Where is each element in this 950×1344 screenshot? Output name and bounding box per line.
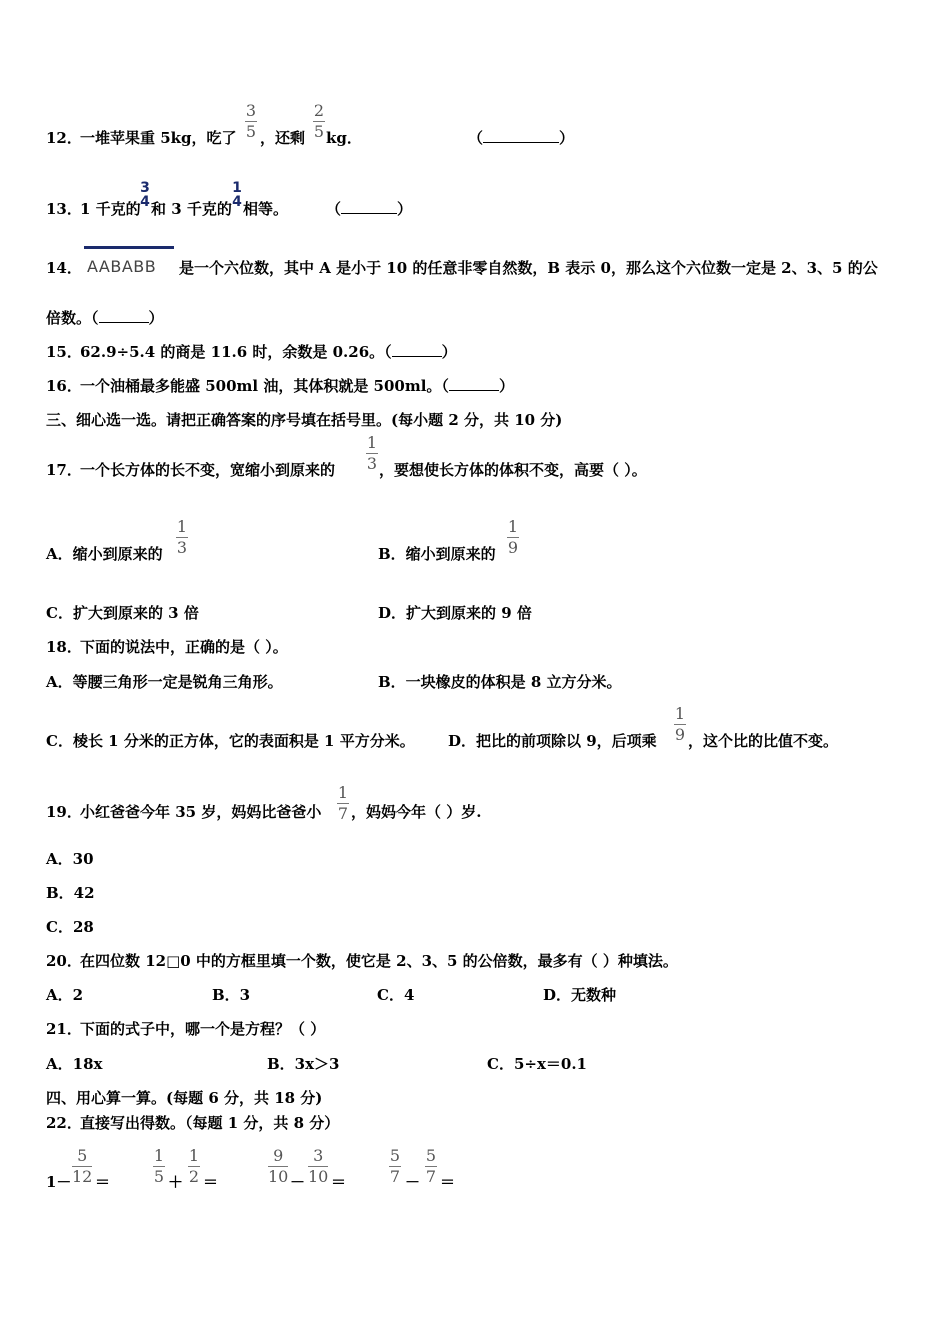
option-c[interactable]: C．5÷x＝0.1 bbox=[487, 1055, 587, 1073]
fraction: 1 2 bbox=[188, 1146, 200, 1186]
equals-sign: ＝ bbox=[331, 1173, 347, 1191]
option-c[interactable]: C．28 bbox=[46, 918, 94, 936]
option-d[interactable]: D．扩大到原来的 9 倍 bbox=[378, 604, 532, 622]
option-b[interactable]: B．一块橡皮的体积是 8 立方分米。 bbox=[378, 673, 622, 691]
answer-blank[interactable]: 62.9÷5.4 的商是 11.6 时，余数是 0.26。（ ） bbox=[80, 343, 457, 361]
option-b[interactable]: B．缩小到原来的 bbox=[378, 545, 496, 563]
answer-blank[interactable]: 一个油桶最多能盛 500ml 油，其体积就是 500ml。（ ） bbox=[80, 377, 514, 395]
option-a[interactable]: A．2 bbox=[46, 986, 84, 1004]
question-text: 一堆苹果重 5kg，吃了 bbox=[80, 129, 237, 147]
question-text: 相等。 bbox=[243, 200, 289, 218]
fraction: 1 4 bbox=[232, 180, 242, 210]
question-number: 21． bbox=[46, 1020, 82, 1038]
fraction: 9 10 bbox=[268, 1146, 289, 1186]
question-number: 20． bbox=[46, 952, 82, 970]
question-text: ，还剩 bbox=[260, 129, 306, 147]
question-text: ，要想使长方体的体积不变，高要（ ）。 bbox=[379, 461, 647, 479]
section-heading: 四、用心算一算。(每题 6 分，共 18 分) bbox=[46, 1089, 323, 1107]
answer-blank[interactable]: （ ） bbox=[326, 200, 413, 218]
operator: － bbox=[405, 1173, 421, 1191]
fraction: 1 3 bbox=[176, 517, 188, 557]
question-text: 是一个六位数，其中 A 是小于 10 的任意非零自然数，B 表示 0，那么这个六位数一定是 2、3、5 的公 bbox=[179, 259, 878, 277]
fraction: 1 5 bbox=[153, 1146, 165, 1186]
question-number: 13． bbox=[46, 200, 82, 218]
question-number: 12． bbox=[46, 129, 82, 147]
question-text: 下面的说法中，正确的是（ ）。 bbox=[80, 638, 288, 656]
fraction: 3 10 bbox=[308, 1146, 329, 1186]
question-text: ，妈妈今年（ ）岁. bbox=[351, 803, 482, 821]
fraction: 1 7 bbox=[337, 783, 349, 823]
fraction: 1 9 bbox=[507, 517, 519, 557]
operator: ＋ bbox=[168, 1173, 184, 1191]
option-a[interactable]: A．30 bbox=[46, 850, 94, 868]
question-number: 16． bbox=[46, 377, 82, 395]
question-number: 18． bbox=[46, 638, 82, 656]
fraction: 1 9 bbox=[674, 704, 686, 744]
equals-sign: ＝ bbox=[95, 1173, 111, 1191]
fraction: 5 7 bbox=[389, 1146, 401, 1186]
overline bbox=[84, 246, 174, 249]
question-text: kg． bbox=[326, 129, 362, 147]
operator: － bbox=[290, 1173, 306, 1191]
option-d[interactable]: D．无数种 bbox=[543, 986, 617, 1004]
question-text: 小红爸爸今年 35 岁，妈妈比爸爸小 bbox=[80, 803, 322, 821]
question-number: 19． bbox=[46, 803, 82, 821]
question-text: 1 千克的 bbox=[80, 200, 141, 218]
question-text: 直接写出得数。（每题 1 分，共 8 分） bbox=[80, 1114, 340, 1132]
fraction: 5 12 bbox=[72, 1146, 93, 1186]
answer-blank[interactable]: （ ） bbox=[468, 129, 575, 147]
section-heading: 三、细心选一选。请把正确答案的序号填在括号里。(每小题 2 分，共 10 分) bbox=[46, 411, 563, 429]
fraction: 2 5 bbox=[313, 101, 325, 141]
option-d[interactable]: D．把比的前项除以 9，后项乘 bbox=[448, 732, 657, 750]
option-a[interactable]: A．缩小到原来的 bbox=[46, 545, 163, 563]
fraction: 1 3 bbox=[366, 433, 378, 473]
equals-sign: ＝ bbox=[440, 1173, 456, 1191]
fraction: 3 4 bbox=[140, 180, 150, 210]
fraction: 5 7 bbox=[425, 1146, 437, 1186]
option-a[interactable]: A．18x bbox=[46, 1055, 103, 1073]
question-text: 在四位数 12□0 中的方框里填一个数，使它是 2、3、5 的公倍数，最多有（ ）种填法。 bbox=[80, 952, 678, 970]
option-a[interactable]: A．等腰三角形一定是锐角三角形。 bbox=[46, 673, 283, 691]
question-number: 22． bbox=[46, 1114, 82, 1132]
question-text: 下面的式子中，哪一个是方程？（ ） bbox=[80, 1020, 326, 1038]
answer-blank[interactable]: 倍数。（ ） bbox=[46, 309, 164, 327]
option-b[interactable]: B．3x＞3 bbox=[267, 1055, 340, 1073]
option-c[interactable]: C．4 bbox=[377, 986, 415, 1004]
question-text: 和 3 千克的 bbox=[151, 200, 232, 218]
question-text: 一个长方体的长不变，宽缩小到原来的 bbox=[80, 461, 336, 479]
option-d-text: ，这个比的比值不变。 bbox=[688, 732, 839, 750]
question-number: 14． bbox=[46, 259, 82, 277]
fraction: 3 5 bbox=[245, 101, 257, 141]
expression-1-lead: 1－ bbox=[46, 1173, 72, 1191]
option-c[interactable]: C．扩大到原来的 3 倍 bbox=[46, 604, 199, 622]
question-number: 15． bbox=[46, 343, 82, 361]
six-digit-number: AABABB bbox=[87, 257, 157, 276]
option-b[interactable]: B．42 bbox=[46, 884, 95, 902]
question-number: 17． bbox=[46, 461, 82, 479]
equals-sign: ＝ bbox=[203, 1173, 219, 1191]
option-b[interactable]: B．3 bbox=[212, 986, 251, 1004]
option-c[interactable]: C．棱长 1 分米的正方体，它的表面积是 1 平方分米。 bbox=[46, 732, 415, 750]
